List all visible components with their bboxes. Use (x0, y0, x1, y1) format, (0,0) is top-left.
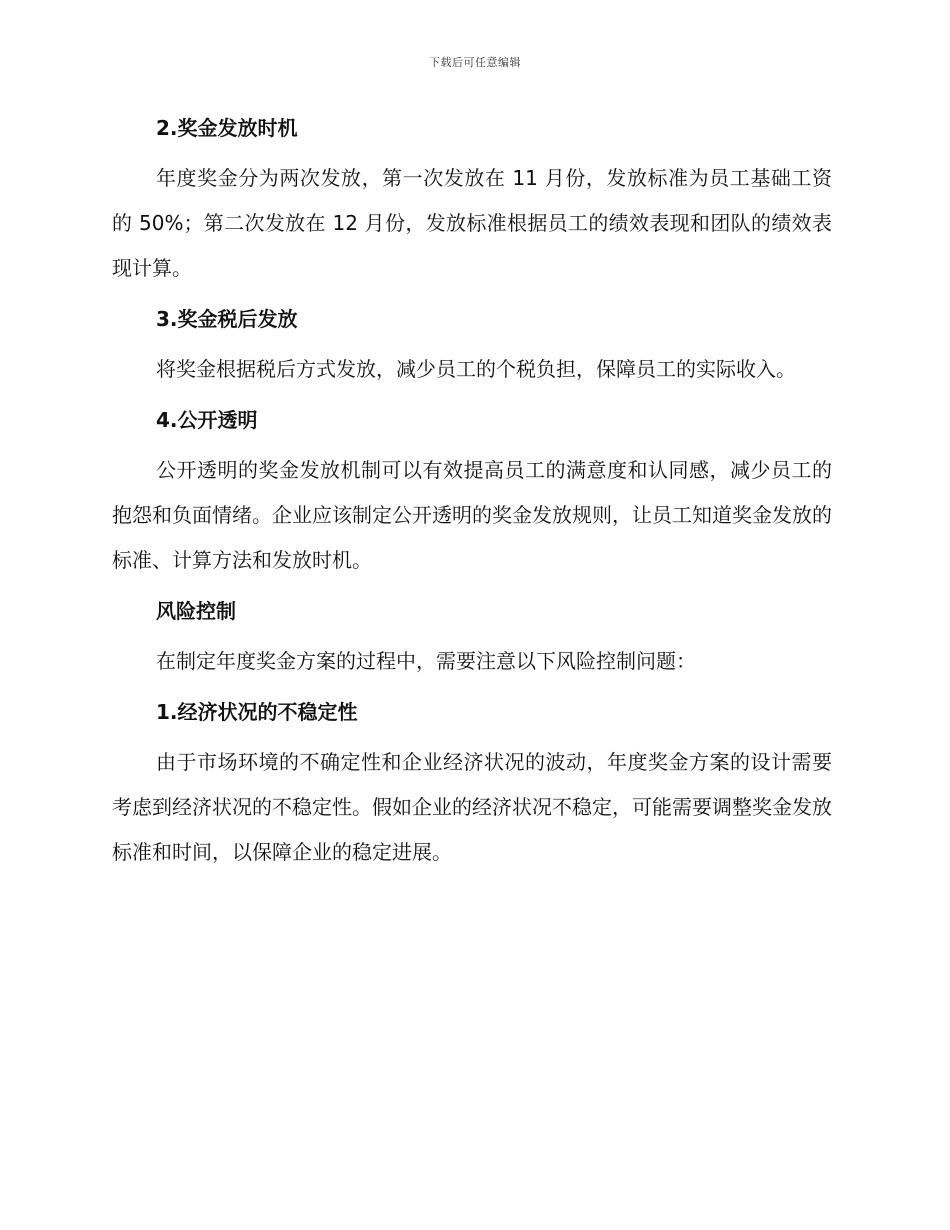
header-note: 下载后可任意编辑 (429, 56, 521, 69)
section-heading-risk-control: 风险控制 (156, 599, 236, 623)
section-paragraph-after-tax: 将奖金根据税后方式发放，减少员工的个税负担，保障员工的实际收入。 (156, 357, 796, 381)
section-heading-after-tax: 3.奖金税后发放 (156, 307, 298, 331)
section-heading-transparency: 4.公开透明 (156, 408, 258, 432)
section-paragraph-risk-control: 在制定年度奖金方案的过程中，需要注意以下风险控制问题： (156, 649, 696, 673)
section-paragraph-timing: 年度奖金分为两次发放，第一次发放在 11 月份，发放标准为员工基础工资的 50%；第二次发放在 12 月份，发放标准根据员工的绩效表现和团队的绩效表现计算。 (112, 166, 832, 280)
section-heading-timing: 2.奖金发放时机 (156, 116, 298, 140)
document-body (112, 112, 832, 875)
section-paragraph-transparency: 公开透明的奖金发放机制可以有效提高员工的满意度和认同感，减少员工的抱怨和负面情绪。企业应该制定公开透明的奖金发放规则，让员工知道奖金发放的标准、计算方法和发放时机。 (112, 458, 832, 572)
section-paragraph-economic-instability: 由于市场环境的不确定性和企业经济状况的波动，年度奖金方案的设计需要考虑到经济状况的不稳定性。假如企业的经济状况不稳定，可能需要调整奖金发放标准和时间，以保障企业的稳定进展。 (112, 750, 832, 864)
section-heading-economic-instability: 1.经济状况的不稳定性 (156, 700, 358, 724)
